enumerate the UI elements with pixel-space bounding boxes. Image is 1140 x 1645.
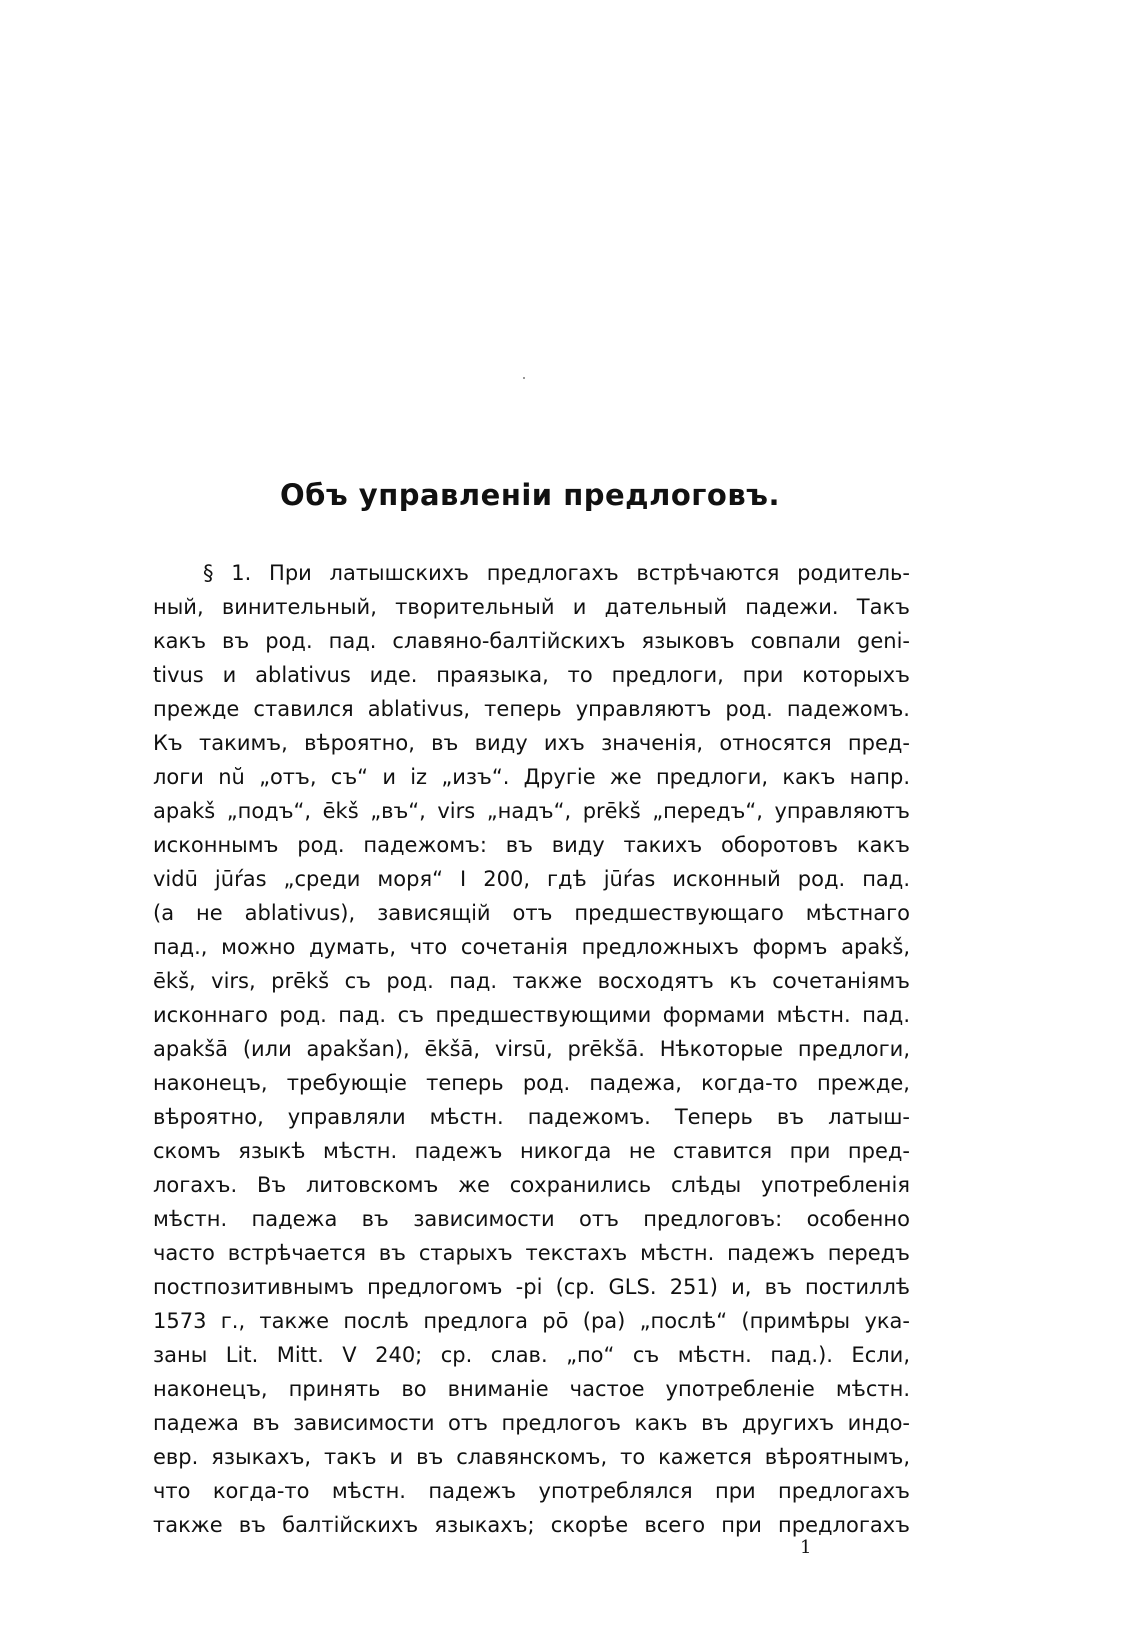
paragraph-line: какъ въ род. пад. славяно-балтійскихъ языковъ совпали geni- [153,629,910,653]
paragraph-line: падежа въ зависимости отъ предлогоъ какъ въ другихъ индо- [153,1411,910,1435]
paragraph-line: логахъ. Въ литовскомъ же сохранились слѣды употребленія [153,1173,910,1197]
paragraph-line: Къ такимъ, вѣроятно, въ виду ихъ значенія, относятся пред- [153,731,910,755]
paragraph-line: § 1. При латышскихъ предлогахъ встрѣчаются родитель- [203,561,910,585]
paragraph-line: часто встрѣчается въ старыхъ текстахъ мѣстн. падежъ передъ [153,1241,910,1265]
paragraph-line: ēkš, virs, prēkš съ род. пад. также восходятъ къ сочетаніямъ [153,969,910,993]
paragraph-line: наконецъ, принять во вниманіе частое употребленіе мѣстн. [153,1377,910,1401]
paragraph-line: 1573 г., также послѣ предлога pō (pa) „послѣ“ (примѣры ука- [153,1309,910,1333]
paragraph-line: прежде ставился ablativus, теперь управляютъ род. падежомъ. [153,697,910,721]
paragraph-line: постпозитивнымъ предлогомъ -pi (ср. GLS. 251) и, въ постиллѣ [153,1275,910,1299]
paragraph-line: наконецъ, требующіе теперь род. падежа, когда-то прежде, [153,1071,910,1095]
paragraph-line: логи nŭ „отъ, съ“ и iz „изъ“. Другіе же предлоги, какъ напр. [153,765,910,789]
paragraph-line: tivus и ablativus иде. праязыка, то предлоги, при которыхъ [153,663,910,687]
paragraph-line: заны Lit. Mitt. V 240; ср. слав. „по“ съ мѣстн. пад.). Если, [153,1343,910,1367]
paragraph-1 [153,556,910,1542]
paragraph-line: что когда-то мѣстн. падежъ употреблялся при предлогахъ [153,1479,910,1503]
paragraph-line: пад., можно думать, что сочетанія предложныхъ формъ apakš, [153,935,910,959]
paragraph-line: apakš „подъ“, ēkš „въ“, virs „надъ“, prēkš „передъ“, управляютъ [153,799,910,823]
paragraph-line: мѣстн. падежа въ зависимости отъ предлоговъ: особенно [153,1207,910,1231]
paragraph-line: исконнымъ род. падежомъ: въ виду такихъ оборотовъ какъ [153,833,910,857]
paragraph-line: apakšā (или apakšan), ēkšā, virsū, prēkšā. Нѣкоторые предлоги, [153,1037,910,1061]
page-title: Объ управленіи предлоговъ. [280,478,780,512]
paragraph-line: евр. языкахъ, такъ и въ славянскомъ, то кажется вѣроятнымъ, [153,1445,910,1469]
paragraph-line: (а не ablativus), зависящій отъ предшествующаго мѣстнаго [153,901,910,925]
page-number: 1 [800,1537,812,1558]
paragraph-line: вѣроятно, управляли мѣстн. падежомъ. Теперь въ латыш- [153,1105,910,1129]
paragraph-line: vidū jūŕas „среди моря“ I 200, гдѣ jūŕas исконный род. пад. [153,867,910,891]
print-speck [523,377,525,379]
paragraph-line: также въ балтійскихъ языкахъ; скорѣе всего при предлогахъ [153,1513,910,1537]
paragraph-line: исконнаго род. пад. съ предшествующими формами мѣстн. пад. [153,1003,910,1027]
paragraph-line: ный, винительный, творительный и дательный падежи. Такъ [153,595,910,619]
paragraph-line: скомъ языкѣ мѣстн. падежъ никогда не ставится при пред- [153,1139,910,1163]
